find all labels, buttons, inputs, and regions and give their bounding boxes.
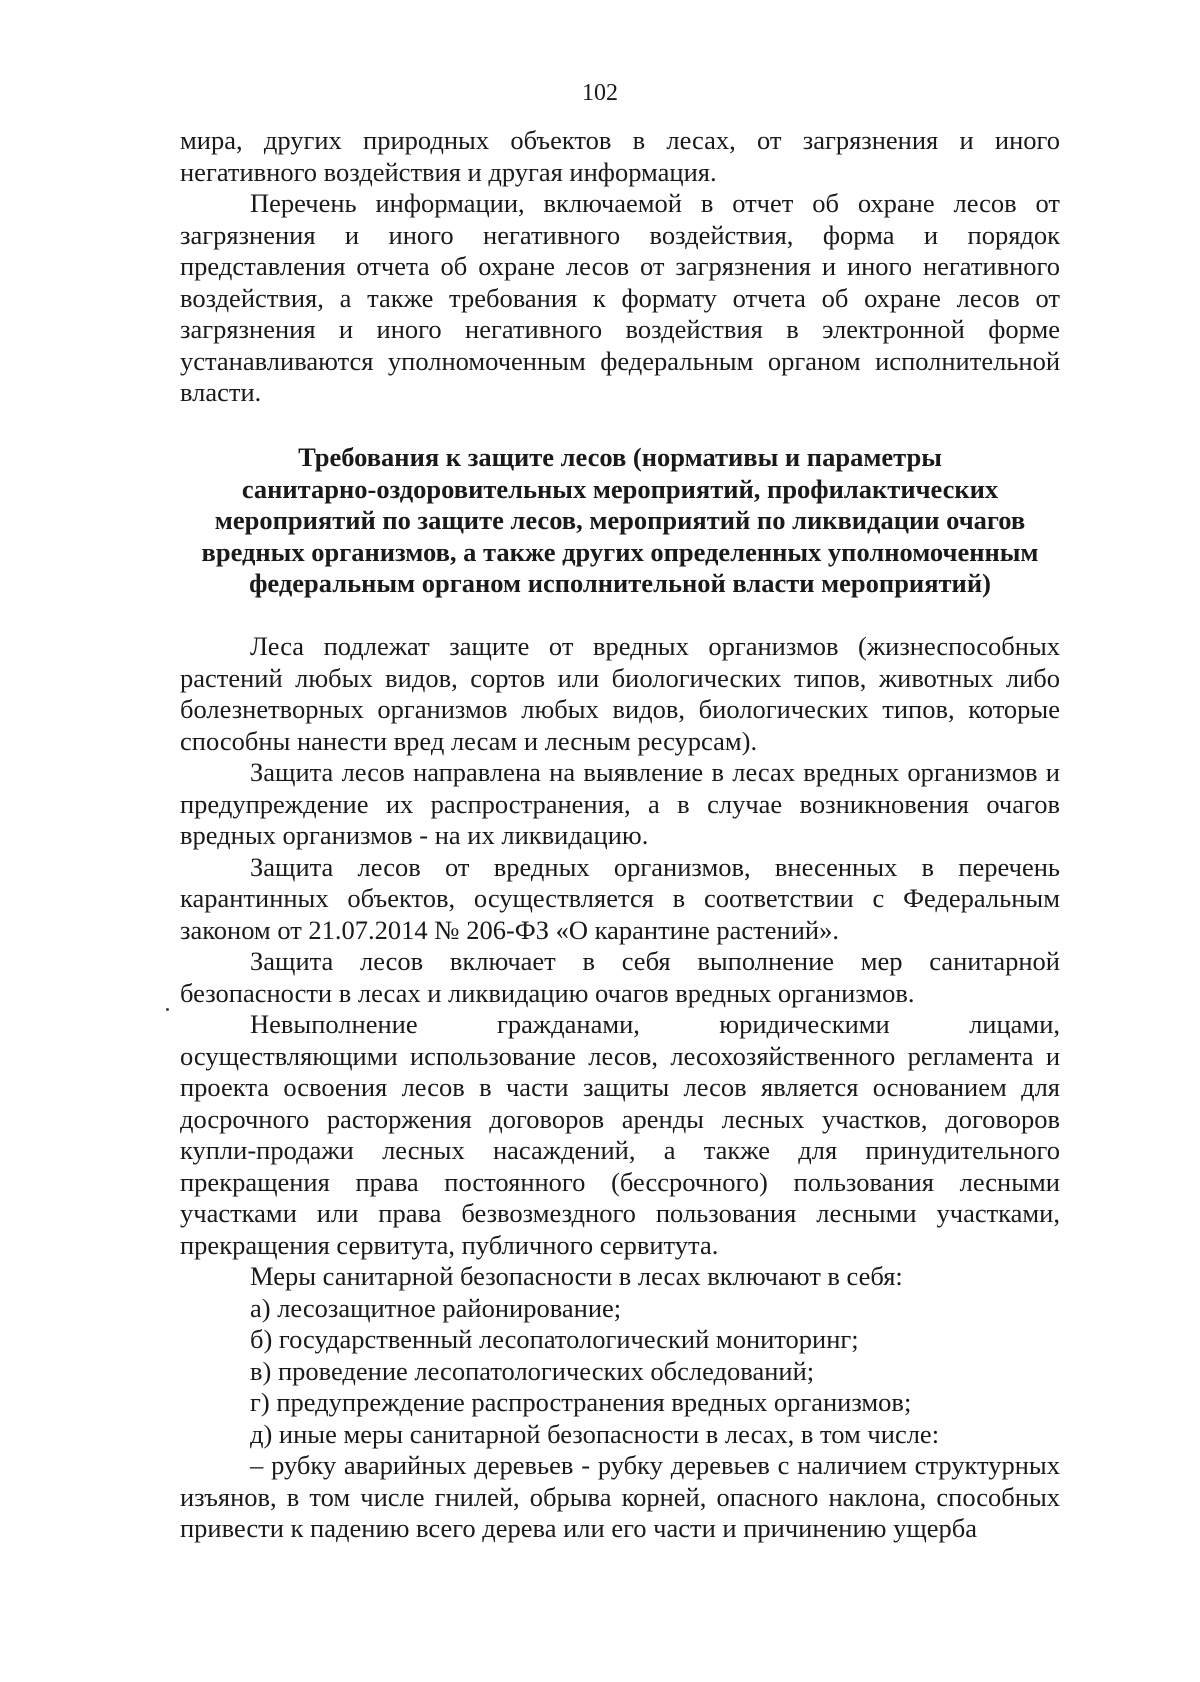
body-paragraph: Меры санитарной безопасности в лесах включают в себя: [250,1261,903,1291]
list-item: д) иные меры санитарной безопасности в лесах, в том числе: [250,1418,940,1449]
body-text-block [180,631,1060,1545]
body-paragraph: Защита лесов от вредных организмов, внесенных в перечень карантинных объектов, осуществляется в соответствии с Федеральным законом от 21.07.2014 № 206-ФЗ «О карантине растений». [180,851,1060,945]
continuation-paragraph: мира, других природных объектов в лесах, от загрязнения и иного негативного воздействия и другая информация. [180,125,1060,187]
heading-line: Требования к защите лесов (нормативы и параметры [298,442,942,472]
top-text-block [180,125,1060,409]
body-paragraph: Защита лесов направлена на выявление в лесах вредных организмов и предупреждение их распространения, а в случае возникновения очагов вредных организмов - на их ликвидацию. [180,757,1060,850]
list-item: в) проведение лесопатологических обследований; [250,1355,815,1386]
heading-line: санитарно-оздоровительных мероприятий, профилактических [241,473,999,504]
scan-dot-mark [166,1008,169,1011]
heading-line: мероприятий по защите лесов, мероприятий по ликвидации очагов [214,505,1026,535]
list-item: б) государственный лесопатологический мониторинг; [250,1324,859,1354]
heading-line: федеральным органом исполнительной власти мероприятий) [249,568,991,598]
body-paragraph: Леса подлежат защите от вредных организмов (жизнеспособных растений любых видов, сортов или биологических типов, животных либо болезнетворных организмов любых видов, биологических типов, которые способны нанести вред лесам и лесным ресурсам). [180,631,1060,756]
section-heading [190,442,1050,600]
body-paragraph: Защита лесов включает в себя выполнение мер санитарной безопасности в лесах и ликвидацию очагов вредных организмов. [180,946,1060,1008]
final-paragraph: – рубку аварийных деревьев - рубку деревьев с наличием структурных изъянов, в том числе гнилей, обрыва корней, опасного наклона, способных привести к падению всего дерева или его части и причинению ущерба [180,1450,1060,1543]
report-requirements-paragraph: Перечень информации, включаемой в отчет об охране лесов от загрязнения и иного негативного воздействия, форма и порядок представления отчета об охране лесов от загрязнения и иного негативного воздействия, а также требования к формату отчета об охране лесов от загрязнения и иного негативного воздействия в электронной форме устанавливаются уполномоченным федеральным органом исполнительной власти. [180,188,1060,407]
list-item: г) предупреждение распространения вредных организмов; [250,1387,912,1417]
page-number: 102 [582,80,618,106]
body-paragraph: Невыполнение гражданами, юридическими лицами, осуществляющими использование лесов, лесохозяйственного регламента и проекта освоения лесов в части защиты лесов является основанием для досрочного расторжения договоров аренды лесных участков, договоров купли-продажи лесных насаждений, а также для принудительного прекращения права постоянного (бессрочного) пользования лесными участками или права безвозмездного пользования лесными участками, прекращения сервитута, публичного сервитута. [180,1009,1060,1260]
list-item: а) лесозащитное районирование; [250,1292,622,1323]
heading-line: вредных организмов, а также других определенных уполномоченным [201,536,1039,567]
